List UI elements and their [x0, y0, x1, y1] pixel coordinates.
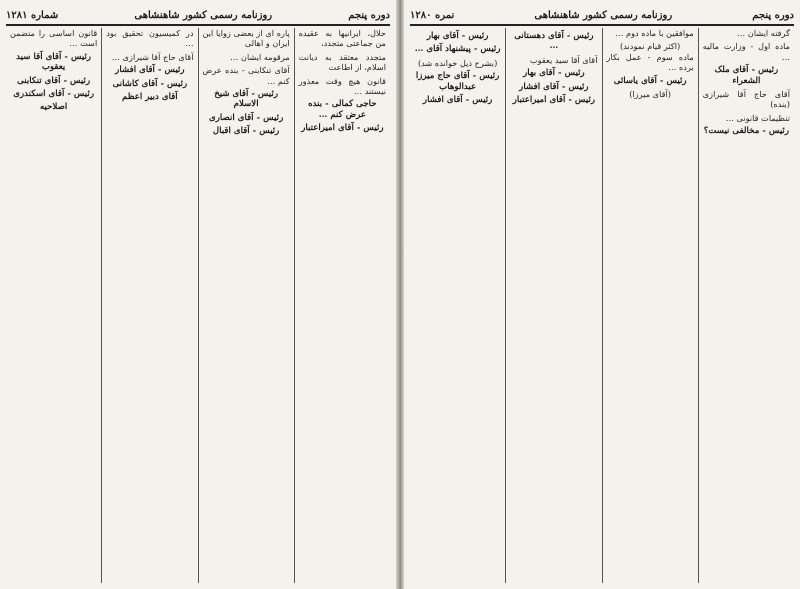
speaker-heading: رئیس - آقای انصاری: [209, 112, 284, 123]
speaker-heading: رئیس - مخالفی نیست؟: [703, 126, 789, 137]
right-issue-label: دوره پنجم: [752, 9, 794, 21]
speaker-heading: رئیس - آقای ملک الشعراء: [714, 65, 779, 86]
text-line: ماده اول - وزارت مالیه …: [702, 41, 790, 62]
right-column-2: [602, 28, 698, 583]
left-page-header: [6, 6, 390, 26]
right-page-title: روزنامه رسمی کشور شاهنشاهی: [534, 9, 673, 21]
right-page-header: [410, 6, 794, 26]
right-column-4: [410, 28, 505, 583]
speaker-heading: رئیس - آقای بهار: [426, 31, 489, 41]
speaker-heading: رئیس - آقای بهار: [523, 68, 585, 79]
speaker-heading: رئیس - آقای امیراعتبار: [512, 95, 596, 106]
left-columns: [6, 28, 390, 583]
left-issue-number: دوره پنجم: [348, 9, 390, 21]
left-column-4: [6, 28, 101, 583]
speaker-heading: رئیس - آقای افشار: [519, 81, 589, 92]
text-line: آقای حاج آقا شیرازی …: [111, 51, 194, 62]
text-line: قانون اساسی را متضمن است …: [10, 28, 98, 49]
speaker-heading: رئیس - آقای اقبال: [212, 126, 280, 137]
right-column-1: [698, 28, 794, 583]
left-column-1: [294, 28, 390, 583]
text-line: قانون هیچ وقت معذور نیستند …: [298, 75, 386, 97]
right-issue-number: نمره ۱۲۸۰: [410, 9, 455, 21]
section-heading: اصلاحیه: [39, 102, 68, 113]
text-line: حلال، ایرانیها به عقیده من جماعتی متجدد،: [298, 28, 386, 49]
left-issue-label: شماره ۱۲۸۱: [6, 9, 59, 21]
speaker-heading: رئیس - آقای تنکابنی: [17, 75, 91, 86]
text-line: در کمیسیون تحقیق بود …: [106, 28, 194, 49]
speaker-heading: رئیس - پیشنهاد آقای …: [414, 44, 501, 55]
text-line: متجدد معتقد به دیانت اسلام، از اطاعت: [298, 51, 386, 73]
left-page: [0, 0, 396, 589]
speaker-note: (آقای میرزا): [629, 89, 671, 100]
text-line: مرقومه ایشان …: [230, 51, 290, 62]
left-page-title: روزنامه رسمی کشور شاهنشاهی: [134, 9, 273, 21]
speaker-heading: رئیس - آقای اسکندری: [13, 89, 95, 100]
right-page: [404, 0, 800, 589]
speaker-heading: رئیس - آقای حاج میرزا عبدالوهاب: [415, 71, 500, 92]
text-line: موافقین با ماده دوم …: [615, 28, 694, 38]
speaker-heading: رئیس - آقای امیراعتبار: [301, 123, 384, 134]
text-line: پاره ای از بعضی زوایا این ایران و اهالی: [202, 28, 290, 49]
text-line: آقای حاج آقا شیرازی (بنده): [702, 89, 790, 110]
speaker-heading: رئیس - آقای دهستانی …: [514, 31, 594, 52]
right-columns: [410, 28, 794, 583]
text-line: آقای آقا سید یعقوب: [529, 54, 598, 65]
speaker-heading: رئیس - آقای یاسائی: [613, 75, 687, 86]
speaker-heading: رئیس - آقای آقا سید یعقوب: [16, 51, 92, 73]
speaker-heading: رئیس - آقای کاشانی: [112, 78, 188, 89]
vote-note: (اکثر قیام نمودند): [620, 41, 681, 52]
text-line: ماده سوم - عمل بکار برده …: [606, 51, 694, 73]
speaker-heading: رئیس - آقای افشار: [422, 95, 493, 106]
speaker-heading: رئیس - آقای افشار: [115, 65, 185, 76]
speaker-heading: آقای دبیر اعظم: [122, 92, 178, 103]
left-column-3: [101, 28, 197, 583]
text-line: آقای تنکابنی - بنده عرض کنم …: [202, 65, 290, 86]
speaker-heading: حاجی کمالی - بنده عرض کنم …: [308, 99, 377, 120]
speaker-heading: رئیس - آقای شیخ الاسلام: [214, 89, 279, 110]
text-line: گرفته ایشان …: [737, 28, 790, 38]
right-column-3: [505, 28, 601, 583]
page-gutter: [396, 0, 404, 589]
reading-note: (بشرح ذیل خوانده شد): [417, 57, 498, 68]
text-line: تنظیمات قانونی …: [725, 112, 790, 123]
left-column-2: [198, 28, 294, 583]
